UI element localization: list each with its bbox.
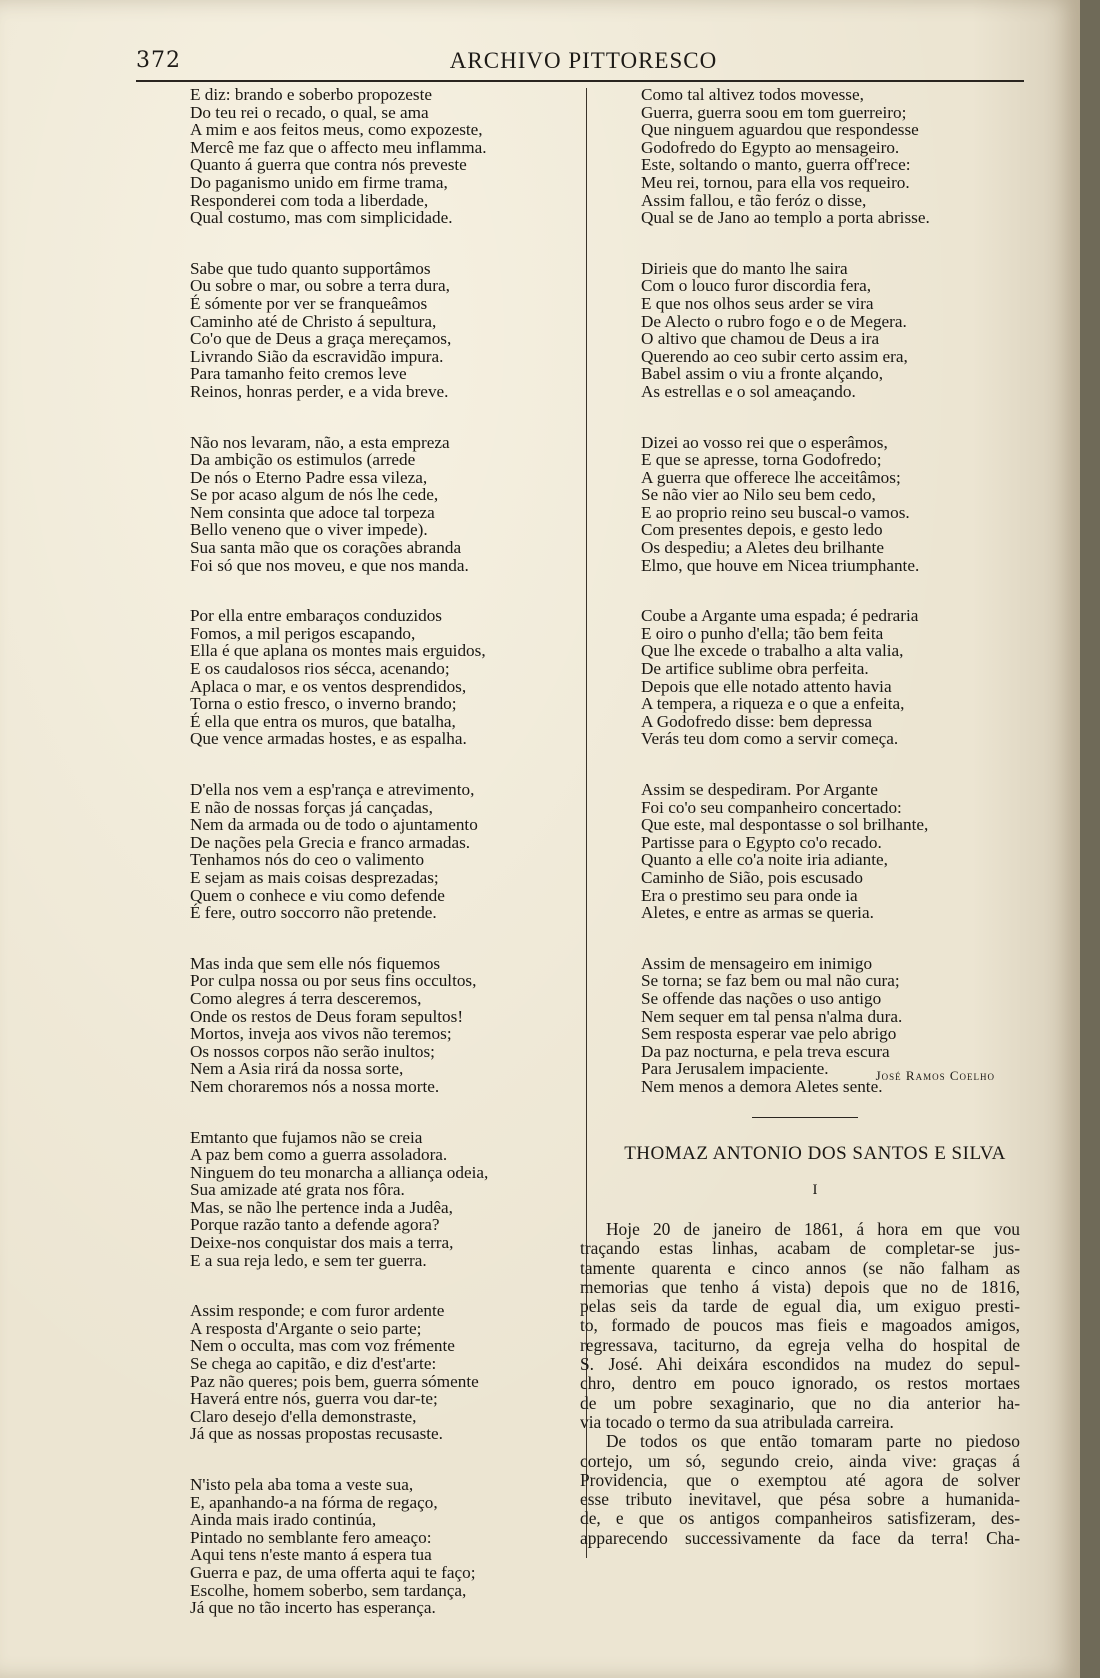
verse-line: Guerra e paz, de uma offerta aqui te faço; xyxy=(190,1562,476,1582)
article-line: Hoje 20 de janeiro de 1861, á hora em que vou xyxy=(606,1219,1020,1239)
verse-line: Não nos levaram, não, a esta empreza xyxy=(190,432,450,452)
article-line: De todos os que então tomaram parte no piedoso xyxy=(606,1431,1020,1452)
verse-line: Nem choraremos nós a nossa morte. xyxy=(190,1076,440,1096)
article-line: S. José. Ahi deixára escondidos na mudez do sepul- xyxy=(580,1354,1020,1375)
verse-line: As estrellas e o sol ameaçando. xyxy=(641,381,856,401)
verse-line: Dizei ao vosso rei que o esperâmos, xyxy=(641,432,888,452)
stanza xyxy=(641,434,1041,575)
verse-line: Que lhe excede o trabalho a alta valia, xyxy=(641,641,904,661)
article-line: traçando estas linhas, acabam de completar-se jus- xyxy=(580,1238,1020,1259)
verse-line: Meu rei, tornou, para ella vos requeiro. xyxy=(641,172,910,192)
verse-line: Para Jerusalem impaciente. xyxy=(641,1059,829,1079)
stanza xyxy=(190,86,570,227)
verse-line: Mas, se não lhe pertence inda a Judêa, xyxy=(190,1197,453,1217)
article-line: apparecendo successivamente da face da terra! Cha- xyxy=(580,1527,1020,1548)
article-line: esse tributo inevitavel, que pésa sobre a humanida- xyxy=(580,1489,1020,1510)
verse-line: E ao proprio reino seu buscal-o vamos. xyxy=(641,502,910,522)
article-line: tamente quarenta e cinco annos (se não falham as xyxy=(580,1257,1020,1278)
verse-line: É sómente por ver se franqueâmos xyxy=(190,293,428,313)
section-separator-rule xyxy=(752,1117,858,1118)
verse-line: Aplaca o mar, e os ventos desprendidos, xyxy=(190,676,467,696)
verse-line: Nem consinta que adoce tal torpeza xyxy=(190,502,435,522)
verse-line: Para tamanho feito cremos leve xyxy=(190,364,407,384)
stanza xyxy=(641,781,1041,922)
verse-line: Qual costumo, mas com simplicidade. xyxy=(190,208,453,228)
verse-line: Nem sequer em tal pensa n'alma dura. xyxy=(641,1006,903,1026)
verse-line: Haverá entre nós, guerra vou dar-te; xyxy=(190,1389,438,1409)
stanza xyxy=(190,1476,570,1617)
verse-line: Ainda mais irado continúa, xyxy=(190,1510,377,1530)
verse-line: Como tal altivez todos movesse, xyxy=(641,85,864,104)
article-title: THOMAZ ANTONIO DOS SANTOS E SILVA xyxy=(624,1143,1006,1164)
verse-line: Ella é que aplana os montes mais erguidos, xyxy=(190,641,486,661)
verse-line: Este, soltando o manto, guerra off'rece: xyxy=(641,155,911,175)
verse-line: De Alecto o rubro fogo e o de Megera. xyxy=(641,311,907,331)
verse-line: Mercê me faz que o affecto meu inflamma. xyxy=(190,137,487,157)
verse-line: Assim se despediram. Por Argante xyxy=(641,780,878,799)
verse-line: Assim de mensageiro em inimigo xyxy=(641,953,873,973)
left-poem-column xyxy=(190,86,570,1650)
stanza xyxy=(190,434,570,575)
verse-line: Já que as nossas propostas recusaste. xyxy=(190,1424,443,1444)
right-poem-column xyxy=(641,86,1041,1129)
verse-line: Mas inda que sem elle nós fiquemos xyxy=(190,953,441,973)
verse-line: Nem o occulta, mas com voz frémente xyxy=(190,1336,455,1356)
article-body xyxy=(580,1220,1020,1548)
verse-line: Escolhe, homem soberbo, sem tardança, xyxy=(190,1580,467,1600)
verse-line: Os despediu; a Aletes deu brilhante xyxy=(641,538,884,558)
article-line: cortejo, um só, segundo creio, ainda vive: graças á xyxy=(580,1450,1020,1471)
verse-line: Aletes, e entre as armas se queria. xyxy=(641,903,874,923)
verse-line: Elmo, que houve em Nicea triumphante. xyxy=(641,555,920,575)
verse-line: Livrando Sião da escravidão impura. xyxy=(190,346,444,366)
verse-line: E sejam as mais coisas desprezadas; xyxy=(190,867,439,887)
article-line: Providencia, que o exemptou até agora de solver xyxy=(580,1469,1020,1490)
verse-line: Reinos, honras perder, e a vida breve. xyxy=(190,381,449,401)
verse-line: Bello veneno que o viver impede). xyxy=(190,520,428,540)
verse-line: Foi só que nos moveu, e que nos manda. xyxy=(190,555,469,575)
verse-line: Da ambição os estimulos (arrede xyxy=(190,450,416,470)
article-line: via tocado o termo da sua atribulada carreira. xyxy=(580,1411,894,1432)
verse-line: Do teu rei o recado, o qual, se ama xyxy=(190,102,429,122)
stanza xyxy=(190,260,570,401)
article-line: memorias que tenho á vista) depois que no de 1816, xyxy=(580,1276,1020,1297)
verse-line: Quem o conhece e viu como defende xyxy=(190,885,445,905)
article-line: regressava, taciturno, da egreja velha do hospital de xyxy=(580,1334,1020,1355)
verse-line: Mortos, inveja aos vivos não teremos; xyxy=(190,1024,452,1044)
verse-line: De nós o Eterno Padre essa vileza, xyxy=(190,467,428,487)
verse-line: E oiro o punho d'ella; tão bem feita xyxy=(641,623,884,643)
verse-line: Coube a Argante uma espada; é pedraria xyxy=(641,606,919,626)
verse-line: E diz: brando e soberbo propozeste xyxy=(190,85,432,104)
verse-line: Verás teu dom como a servir começa. xyxy=(641,729,899,749)
verse-line: Como alegres á terra desceremos, xyxy=(190,988,422,1008)
verse-line: A guerra que offerece lhe acceitâmos; xyxy=(641,467,901,487)
article-paragraph xyxy=(580,1220,1020,1432)
verse-line: Com presentes depois, e gesto ledo xyxy=(641,520,883,540)
verse-line: Nem menos a demora Aletes sente. xyxy=(641,1076,883,1096)
stanza xyxy=(641,607,1041,748)
verse-line: E a sua reja ledo, e sem ter guerra. xyxy=(190,1250,427,1270)
verse-line: A paz bem como a guerra assoladora. xyxy=(190,1145,448,1165)
verse-line: Caminho de Sião, pois escusado xyxy=(641,867,863,887)
verse-line: Que vence armadas hostes, e as espalha. xyxy=(190,729,467,749)
verse-line: Quanto a elle co'a noite iria adiante, xyxy=(641,850,888,870)
verse-line: A mim e aos feitos meus, como expozeste, xyxy=(190,120,483,140)
verse-line: E não de nossas forças já cançadas, xyxy=(190,797,433,817)
verse-line: Quanto á guerra que contra nós preveste xyxy=(190,155,467,175)
verse-line: Responderei com toda a liberdade, xyxy=(190,190,429,210)
verse-line: Paz não queres; pois bem, guerra sómente xyxy=(190,1371,479,1391)
section-number: I xyxy=(812,1182,818,1198)
verse-line: É fere, outro soccorro não pretende. xyxy=(190,903,437,923)
stanza xyxy=(190,1302,570,1443)
header-rule xyxy=(136,80,1024,82)
verse-line: E os caudalosos rios sécca, acenando; xyxy=(190,659,450,679)
page-number: 372 xyxy=(136,48,181,73)
verse-line: Depois que elle notado attento havia xyxy=(641,676,892,696)
verse-line: A resposta d'Argante o seio parte; xyxy=(190,1318,422,1338)
verse-line: Torna o estio fresco, o inverno brando; xyxy=(190,694,457,714)
verse-line: Querendo ao ceo subir certo assim era, xyxy=(641,346,908,366)
article-line: pelas seis da tarde de egual dia, um exiguo presti- xyxy=(580,1296,1020,1317)
verse-line: É ella que entra os muros, que batalha, xyxy=(190,711,456,731)
verse-line: Dirieis que do manto lhe saira xyxy=(641,258,848,278)
verse-line: Se torna; se faz bem ou mal não cura; xyxy=(641,971,900,991)
article-line: de, e que os antigos companheiros satisfizeram, des- xyxy=(580,1508,1020,1529)
verse-line: Que este, mal despontasse o sol brilhante, xyxy=(641,815,929,835)
page-header xyxy=(136,48,1031,78)
verse-line: Se por acaso algum de nós lhe cede, xyxy=(190,485,439,505)
verse-line: Aqui tens n'este manto á espera tua xyxy=(190,1545,432,1565)
verse-line: Sabe que tudo quanto supportâmos xyxy=(190,258,431,278)
verse-line: Ou sobre o mar, ou sobre a terra dura, xyxy=(190,276,450,296)
verse-line: Com o louco furor discordia fera, xyxy=(641,276,872,296)
verse-line: Por culpa nossa ou por seus fins occultos, xyxy=(190,971,477,991)
stanza xyxy=(641,86,1041,227)
verse-line: Os nossos corpos não serão inultos; xyxy=(190,1041,435,1061)
verse-line: Nem da armada ou de todo o ajuntamento xyxy=(190,815,478,835)
verse-line: De artifice sublime obra perfeita. xyxy=(641,659,869,679)
stanza xyxy=(190,607,570,748)
verse-line: Do paganismo unido em firme trama, xyxy=(190,172,448,192)
article-line: chro, dentro em pouco ignorado, os restos mortaes xyxy=(580,1373,1020,1394)
verse-line: Sem resposta esperar vae pelo abrigo xyxy=(641,1024,897,1044)
verse-line: Assim responde; e com furor ardente xyxy=(190,1301,445,1321)
verse-line: Era o prestimo seu para onde ia xyxy=(641,885,858,905)
verse-line: Guerra, guerra soou em tom guerreiro; xyxy=(641,102,907,122)
stanza xyxy=(190,781,570,922)
verse-line: Se não vier ao Nilo seu bem cedo, xyxy=(641,485,876,505)
verse-line: Por ella entre embaraços conduzidos xyxy=(190,606,442,626)
verse-line: Se offende das nações o uso antigo xyxy=(641,988,882,1008)
verse-line: D'ella nos vem a esp'rança e atrevimento, xyxy=(190,780,475,799)
verse-line: Porque razão tanto a defende agora? xyxy=(190,1215,440,1235)
verse-line: Pintado no semblante fero ameaço: xyxy=(190,1527,432,1547)
verse-line: Nem a Asia rirá da nossa sorte, xyxy=(190,1059,404,1079)
verse-line: E, apanhando-a na fórma de regaço, xyxy=(190,1492,438,1512)
article-paragraph xyxy=(580,1432,1020,1548)
verse-line: Deixe-nos conquistar dos mais a terra, xyxy=(190,1233,454,1253)
verse-line: E que se apresse, torna Godofredo; xyxy=(641,450,882,470)
stanza xyxy=(190,955,570,1096)
running-head: ARCHIVO PITTORESCO xyxy=(449,48,718,73)
verse-line: Ninguem do teu monarcha a alliança odeia, xyxy=(190,1162,489,1182)
verse-line: N'isto pela aba toma a veste sua, xyxy=(190,1475,414,1494)
verse-line: Claro desejo d'ella demonstraste, xyxy=(190,1406,417,1426)
poem-signature: José Ramos Coelho xyxy=(875,1068,995,1083)
verse-line: Tenhamos nós do ceo o valimento xyxy=(190,850,425,870)
verse-line: O altivo que chamou de Deus a ira xyxy=(641,329,880,349)
verse-line: Sua santa mão que os corações abranda xyxy=(190,538,462,558)
verse-line: Onde os restos de Deus foram sepultos! xyxy=(190,1006,464,1026)
verse-line: Qual se de Jano ao templo a porta abrisse. xyxy=(641,208,930,228)
verse-line: Co'o que de Deus a graça mereçamos, xyxy=(190,329,452,349)
verse-line: Já que no tão incerto has esperança. xyxy=(190,1598,436,1618)
article-line: de um pobre sexaginario, que no dia anterior ha- xyxy=(580,1392,1020,1413)
verse-line: E que nos olhos seus arder se vira xyxy=(641,293,874,313)
verse-line: Godofredo do Egypto ao mensageiro. xyxy=(641,137,900,157)
stanza xyxy=(190,1129,570,1270)
verse-line: Foi co'o seu companheiro concertado: xyxy=(641,797,902,817)
verse-line: A Godofredo disse: bem depressa xyxy=(641,711,873,731)
verse-line: Fomos, a mil perigos escapando, xyxy=(190,623,416,643)
verse-line: Emtanto que fujamos não se creia xyxy=(190,1127,423,1147)
verse-line: Caminho até de Christo á sepultura, xyxy=(190,311,437,331)
verse-line: De nações pela Grecia e franco armadas. xyxy=(190,832,471,852)
stanza xyxy=(641,260,1041,401)
verse-line: Assim fallou, e tão feróz o disse, xyxy=(641,190,867,210)
verse-line: Que ninguem aguardou que respondesse xyxy=(641,120,919,140)
article-line: to, formado de poucos mas fieis e magoados amigos, xyxy=(580,1315,1020,1336)
verse-line: Se chega ao capitão, e diz d'est'arte: xyxy=(190,1354,437,1374)
verse-line: Babel assim o viu a fronte alçando, xyxy=(641,364,883,384)
verse-line: Da paz nocturna, e pela treva escura xyxy=(641,1041,890,1061)
verse-line: Sua amizade até grata nos fôra. xyxy=(190,1180,405,1200)
verse-line: Partisse para o Egypto co'o recado. xyxy=(641,832,882,852)
verse-line: A tempera, a riqueza e o que a enfeita, xyxy=(641,694,905,714)
